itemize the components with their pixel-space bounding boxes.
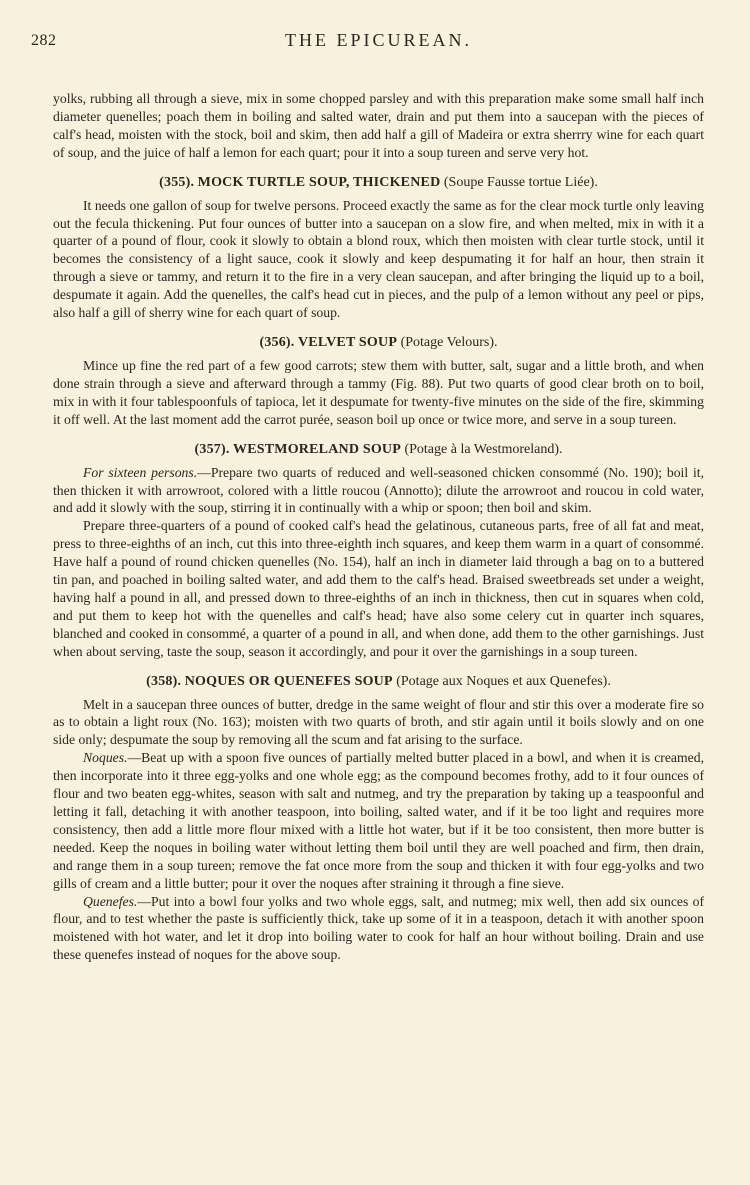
page-number: 282	[31, 32, 57, 49]
recipe-name: WESTMORELAND SOUP	[233, 441, 401, 457]
recipe-french-name: (Soupe Fausse tortue Liée).	[443, 174, 598, 190]
servings-note: For sixteen persons.	[83, 464, 198, 480]
recipe-paragraph: It needs one gallon of soup for twelve persons. Proceed exactly the same as for the clear mock turtle only leaving out the fecula thickening. Put four ounces of butter into a saucepan on a slow fire, and when melted, mix in with it a quarter of a pound of flour, cook it slowly to obtain a blond roux, which then moisten with clear turtle stock, until it becomes the consistency of a light sauce, cook it slowly and keep despumating it for half an hour, then strain it through a sieve or tammy, and return it to the fire in a very clean saucepan, and after bringing the liquid up to a boil, despumate it again. Add the quenelles, the calf's head cut in pieces, and the pulp of a lemon without any peel or pips, also half a gill of sherry wine for each quart of soup.	[53, 197, 704, 321]
recipe-name: VELVET SOUP	[298, 334, 398, 350]
recipe-number: (357).	[194, 441, 230, 457]
recipe-paragraph: Quenefes.—Put into a bowl four yolks and two whole eggs, salt, and nutmeg; mix well, then add six ounces of flour, and to test whether the paste is sufficiently thick, take up some of it in a teaspoon, detach it with another spoon moistened with hot water, and let it drop into boiling water to cook for half an hour without boiling. Drain and use these quenefes instead of noques for the above soup.	[53, 893, 704, 963]
recipe-paragraph: For sixteen persons.—Prepare two quarts of reduced and well-seasoned chicken consommé (No. 190); boil it, then thicken it with arrowroot, colored with a little roucou (Annotto); dilute the arrowroot and roucou in cold water, and add it slowly with the soup, stirring it in continually with a whip or spoon; then boil and skim.	[53, 464, 704, 516]
subsection-title: Quenefes.	[83, 893, 138, 909]
recipe-number: (356).	[259, 334, 295, 350]
recipe-number: (355).	[159, 174, 195, 190]
intro-paragraph: yolks, rubbing all through a sieve, mix in some chopped parsley and with this preparation make some small half inch diameter quenelles; poach them in boiling and salted water, drain and put them into a saucepan with the pieces of calf's head, moisten with the stock, boil and skim, then add half a gill of Madeira or extra sherrry wine for each quart of soup, and the juice of half a lemon for each quart; pour it into a soup tureen and serve very hot.	[53, 91, 704, 160]
recipe-paragraph: Mince up fine the red part of a few good carrots; stew them with butter, salt, sugar and a little broth, and when done strain through a sieve and afterward through a tammy (Fig. 88). Put two quarts of good clear broth on to boil, mix in with it four tablespoonfuls of tapioca, let it despumate for twenty-five minutes on the side of the fire, skimming it off well. At the last moment add the carrot purée, season boil up once or twice more, and serve in a soup tureen.	[53, 357, 704, 427]
recipe-paragraph: Melt in a saucepan three ounces of butter, dredge in the same weight of flour and stir this over a moderate fire so as to obtain a light roux (No. 163); moisten with two quarts of broth, and stir again until it boils slowly and on one side only; despumate the soup by removing all the scum and fat arising to the surface.	[53, 696, 704, 748]
running-head	[31, 30, 704, 56]
running-title: THE EPICUREAN.	[285, 30, 472, 50]
subsection-title: Noques.	[83, 750, 128, 766]
recipe-heading-356	[53, 334, 704, 352]
recipe-name: NOQUES OR QUENEFES SOUP	[184, 673, 393, 689]
recipe-french-name: (Potage à la Westmoreland).	[404, 441, 563, 457]
recipe-paragraph: Prepare three-quarters of a pound of cooked calf's head the gelatinous, cutaneous parts, free of all fat and meat, press to three-eighths of an inch, cut this into three-eighth inch squares, and keep them warm in a quart of consommé. Have half a pound of round chicken quenelles (No. 154), half an inch in diameter laid through a bag on to a buttered tin pan, and poached in boiling salted water, and add them to the calf's head. Braised sweetbreads set under a weight, having half a pound in all, and pressed down to three-eighths of an inch in thickness, then cut in squares when cold, and put them to keep hot with the quenelles and calf's head; have also some celery cut in quarter inch squares, blanched and cooked in consommé, a quarter of a pound in all, and when done, add them to the other garnishings. Just when about serving, taste the soup, season it accordingly, and pour it over the garnishings in a soup tureen.	[53, 518, 704, 659]
recipe-name: MOCK TURTLE SOUP, THICKENED	[197, 174, 441, 190]
recipe-heading-357	[53, 441, 704, 459]
recipe-paragraph: Noques.—Beat up with a spoon five ounces of partially melted butter placed in a bowl, and when it is creamed, then incorporate into it three egg-yolks and one whole egg; as the compound becomes frothy, add to it four ounces of flour and two beaten egg-whites, season with salt and nutmeg, and try the preparation by taking up a teaspoonful and letting it fall, detaching it with another teaspoon, into boiling, salted water, and if it be too light and requires more consistency, then add a little more flour mixed with a little hot water, but if it be too consistent, then more butter is needed. Keep the noques in boiling water without letting them boil until they are well poached and firm, then drain, and range them in a soup tureen; remove the fat once more from the soup and thicken it with four egg-yolks and two gills of cream and a little butter; pour it over the noques after straining it through a fine sieve.	[53, 750, 704, 891]
recipe-french-name: (Potage aux Noques et aux Quenefes).	[396, 673, 611, 689]
recipe-french-name: (Potage Velours).	[400, 334, 498, 350]
recipe-number: (358).	[146, 673, 182, 689]
recipe-heading-358	[53, 673, 704, 691]
recipe-heading-355	[53, 174, 704, 192]
